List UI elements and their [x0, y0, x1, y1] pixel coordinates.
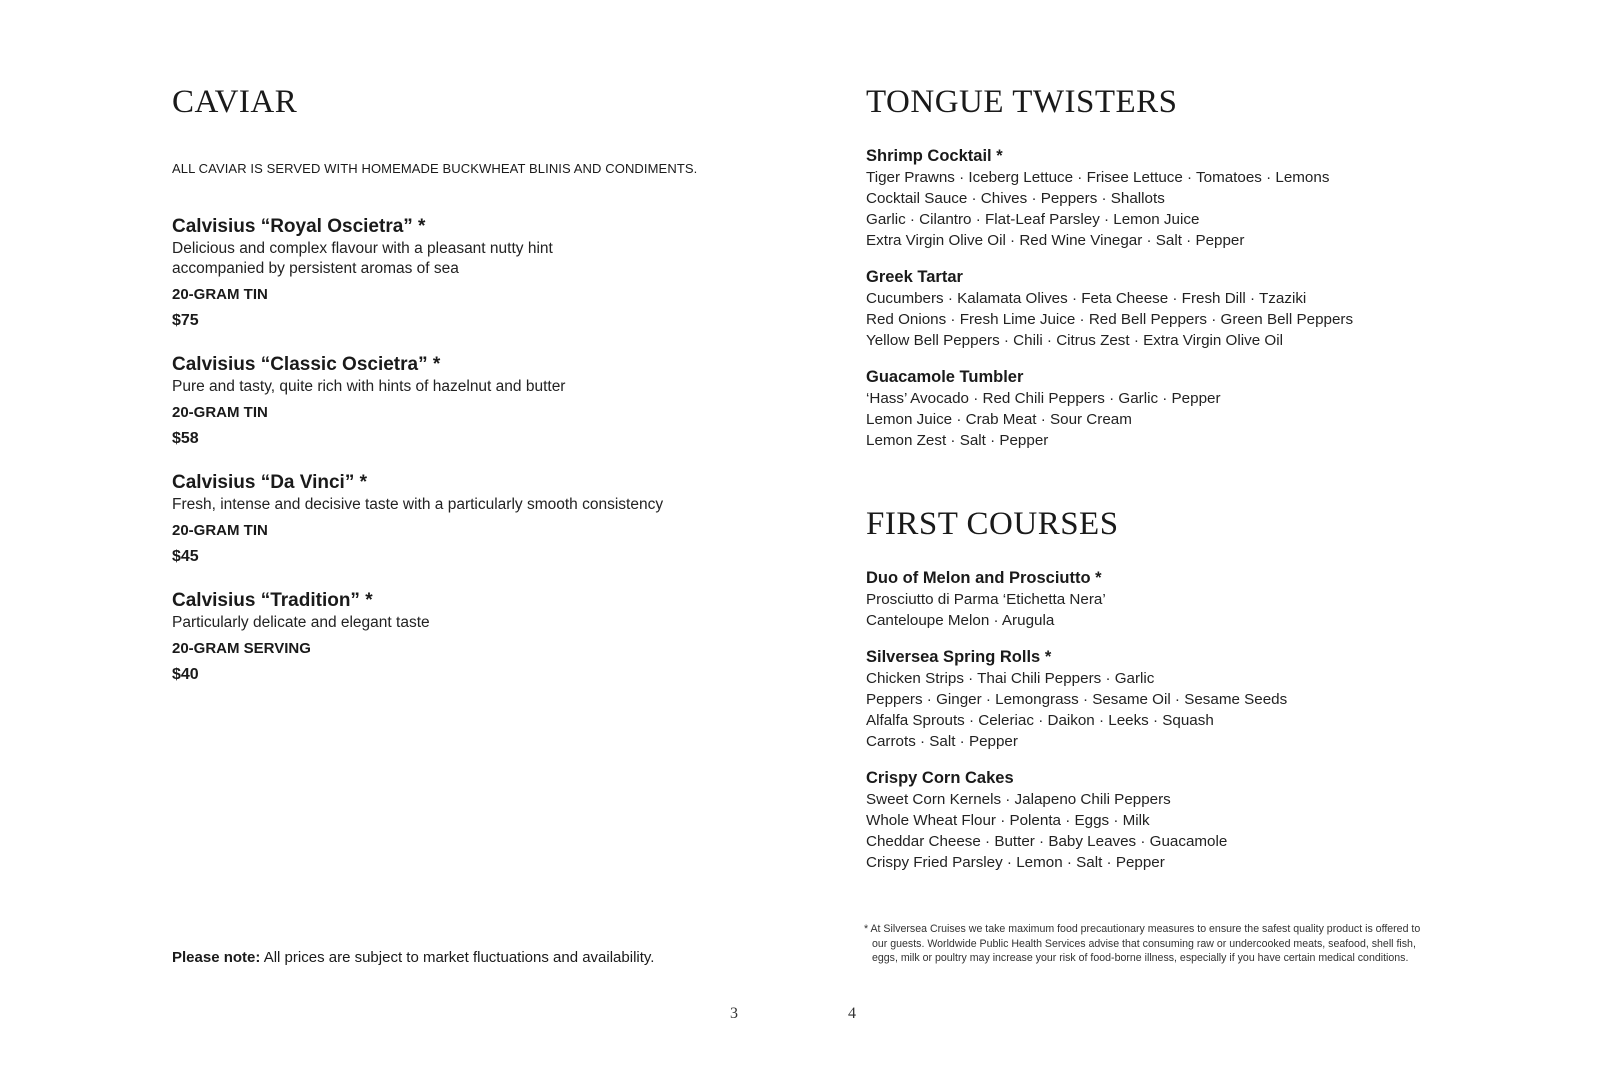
note-label: Please note:	[172, 949, 261, 966]
dish-name: Crispy Corn Cakes	[866, 769, 1014, 787]
caviar-item	[172, 353, 772, 449]
first-courses-list	[866, 568, 1426, 889]
item-description: Delicious and complex flavour with a pleasant nutty hint	[172, 240, 553, 257]
item-size: 20-GRAM SERVING	[172, 640, 311, 657]
item-price: $45	[172, 548, 199, 565]
dish-name: Greek Tartar	[866, 268, 963, 286]
item-description: Pure and tasty, quite rich with hints of hazelnut and butter	[172, 378, 566, 395]
section-title-caviar: CAVIAR	[172, 84, 298, 120]
dish	[866, 367, 1426, 451]
ingredients-line: Sweet Corn Kernels · Jalapeno Chili Peppers	[866, 791, 1171, 808]
item-description: Particularly delicate and elegant taste	[172, 614, 430, 631]
item-name: Calvisius “Royal Oscietra” *	[172, 216, 426, 237]
ingredients-line: Alfalfa Sprouts · Celeriac · Daikon · Leeks · Squash	[866, 712, 1214, 729]
item-description: Fresh, intense and decisive taste with a particularly smooth consistency	[172, 496, 664, 513]
item-size: 20-GRAM TIN	[172, 286, 268, 303]
dish	[866, 647, 1426, 752]
ingredients-line: Canteloupe Melon · Arugula	[866, 612, 1055, 629]
caviar-item	[172, 471, 772, 567]
item-price: $40	[172, 666, 199, 683]
ingredients-line: Cucumbers · Kalamata Olives · Feta Cheese · Fresh Dill · Tzaziki	[866, 290, 1307, 307]
item-description: accompanied by persistent aromas of sea	[172, 260, 459, 277]
page-right	[800, 0, 1600, 1067]
ingredients-line: Peppers · Ginger · Lemongrass · Sesame Oil · Sesame Seeds	[866, 691, 1288, 708]
note-text: All prices are subject to market fluctuations and availability.	[260, 949, 655, 966]
caviar-list	[172, 215, 772, 707]
ingredients-line: ‘Hass’ Avocado · Red Chili Peppers · Garlic · Pepper	[866, 390, 1221, 407]
ingredients-line: Cocktail Sauce · Chives · Peppers · Shallots	[866, 190, 1165, 207]
page-number: 3	[730, 1005, 738, 1022]
ingredients-line: Tiger Prawns · Iceberg Lettuce · Frisee Lettuce · Tomatoes · Lemons	[866, 169, 1330, 186]
section-title-tongue-twisters: TONGUE TWISTERS	[866, 84, 1178, 120]
caviar-item	[172, 215, 772, 331]
page-number: 4	[848, 1005, 856, 1022]
ingredients-line: Extra Virgin Olive Oil · Red Wine Vinegar · Salt · Pepper	[866, 232, 1245, 249]
food-safety-footnote	[864, 922, 1424, 966]
item-size: 20-GRAM TIN	[172, 522, 268, 539]
dish	[866, 146, 1426, 251]
ingredients-line: Red Onions · Fresh Lime Juice · Red Bell Peppers · Green Bell Peppers	[866, 311, 1354, 328]
item-name: Calvisius “Classic Oscietra” *	[172, 354, 441, 375]
price-disclaimer	[172, 949, 654, 966]
ingredients-line: Chicken Strips · Thai Chili Peppers · Garlic	[866, 670, 1155, 687]
caviar-intro: ALL CAVIAR IS SERVED WITH HOMEMADE BUCKWHEAT BLINIS AND CONDIMENTS.	[172, 161, 698, 176]
dish-name: Silversea Spring Rolls *	[866, 648, 1052, 666]
dish-name: Guacamole Tumbler	[866, 368, 1024, 386]
ingredients-line: Prosciutto di Parma ‘Etichetta Nera’	[866, 591, 1106, 608]
ingredients-line: Yellow Bell Peppers · Chili · Citrus Zest · Extra Virgin Olive Oil	[866, 332, 1283, 349]
dish-name: Duo of Melon and Prosciutto *	[866, 569, 1102, 587]
ingredients-line: Lemon Zest · Salt · Pepper	[866, 432, 1049, 449]
ingredients-line: Cheddar Cheese · Butter · Baby Leaves · Guacamole	[866, 833, 1228, 850]
tongue-twisters-list	[866, 146, 1426, 467]
footnote-text: * At Silversea Cruises we take maximum food precautionary measures to ensure the safest quality product is offered to our guests. Worldwide Public Health Services advise that consuming raw or undercooked meats, seafood, shell fish, eggs, milk or poultry may increase your risk of food-borne illness, especially if you have certain medical conditions.	[864, 923, 1421, 964]
item-price: $58	[172, 430, 199, 447]
dish	[866, 267, 1426, 351]
section-title-first-courses: FIRST COURSES	[866, 506, 1119, 542]
ingredients-line: Carrots · Salt · Pepper	[866, 733, 1018, 750]
ingredients-line: Lemon Juice · Crab Meat · Sour Cream	[866, 411, 1132, 428]
ingredients-line: Garlic · Cilantro · Flat-Leaf Parsley · Lemon Juice	[866, 211, 1200, 228]
item-price: $75	[172, 312, 199, 329]
ingredients-line: Whole Wheat Flour · Polenta · Eggs · Milk	[866, 812, 1150, 829]
ingredients-line: Crispy Fried Parsley · Lemon · Salt · Pepper	[866, 854, 1165, 871]
dish	[866, 568, 1426, 631]
item-name: Calvisius “Da Vinci” *	[172, 472, 368, 493]
item-size: 20-GRAM TIN	[172, 404, 268, 421]
item-name: Calvisius “Tradition” *	[172, 590, 373, 611]
dish-name: Shrimp Cocktail *	[866, 147, 1003, 165]
caviar-item	[172, 589, 772, 685]
dish	[866, 768, 1426, 873]
